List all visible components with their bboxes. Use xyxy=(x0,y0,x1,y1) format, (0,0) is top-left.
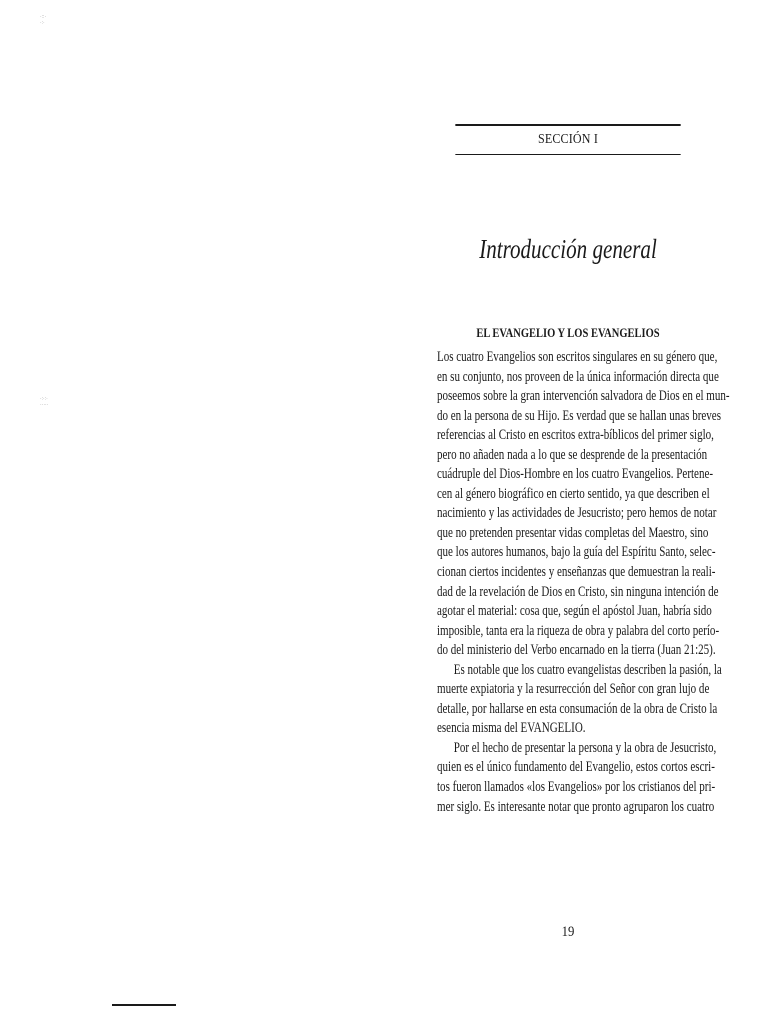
text-line: detalle, por hallarse en esta consumación de la obra de Cristo la xyxy=(437,700,718,717)
text-line: poseemos sobre la gran intervención salvadora de Dios en el mun- xyxy=(437,388,730,405)
text-line: Por el hecho de presentar la persona y la obra de Jesucristo, xyxy=(453,739,717,756)
body-text xyxy=(437,348,730,817)
page-column xyxy=(437,124,730,940)
text-line: quien es el único fundamento del Evangelio, estos cortos escri- xyxy=(437,759,715,776)
text-line: Es notable que los cuatro evangelistas describen la pasión, la xyxy=(453,661,722,678)
text-line: que no pretenden presentar vidas completas del Maestro, sino xyxy=(437,524,709,541)
text-line: dad de la revelación de Dios en Cristo, sin ninguna intención de xyxy=(437,583,719,600)
text-line: cionan ciertos incidentes y enseñanzas que demuestran la reali- xyxy=(437,564,716,581)
text-line: cen al género biográfico en cierto sentido, ya que describen el xyxy=(437,485,710,502)
text-line: cuádruple del Dios-Hombre en los cuatro Evangelios. Pertene- xyxy=(437,466,714,483)
text-line: imposible, tanta era la riqueza de obra y palabra del corto perío- xyxy=(437,622,720,639)
text-line: esencia misma del EVANGELIO. xyxy=(437,720,586,737)
text-line: en su conjunto, nos proveen de la única información directa que xyxy=(437,368,719,385)
text-line: pero no añaden nada a lo que se desprende de la presentación xyxy=(437,446,708,463)
page-number: 19 xyxy=(561,924,575,940)
text-line: do en la persona de su Hijo. Es verdad que se hallan unas breves xyxy=(437,407,721,424)
scan-artifact-top: ·::· ·:· xyxy=(40,14,47,26)
text-line: que los autores humanos, bajo la guía del Espíritu Santo, selec- xyxy=(437,544,716,561)
text-line: Los cuatro Evangelios son escritos singulares en su género que, xyxy=(437,349,718,365)
scan-artifact-bottom-rule xyxy=(112,1004,176,1006)
text-line: tos fueron llamados «los Evangelios» por los cristianos del pri- xyxy=(437,779,716,796)
chapter-title: Introducción general xyxy=(479,234,657,264)
text-line: nacimiento y las actividades de Jesucristo; pero hemos de notar xyxy=(437,505,717,522)
scan-artifact-middle: ·:·:· ····· xyxy=(40,396,49,408)
text-line: referencias al Cristo en escritos extra-bíblicos del primer siglo, xyxy=(437,427,714,444)
text-line: do del ministerio del Verbo encarnado en la tierra (Juan 21:25). xyxy=(437,642,716,659)
text-line: muerte expiatoria y la resurrección del Señor con gran lujo de xyxy=(437,681,710,698)
text-line: mer siglo. Es interesante notar que pronto agruparon los cuatro xyxy=(437,798,715,815)
text-line: agotar el material: cosa que, según el apóstol Juan, habría sido xyxy=(437,603,712,620)
section-header: SECCIÓN I xyxy=(455,124,680,155)
section-subheading: EL EVANGELIO Y LOS EVANGELIOS xyxy=(476,326,660,340)
